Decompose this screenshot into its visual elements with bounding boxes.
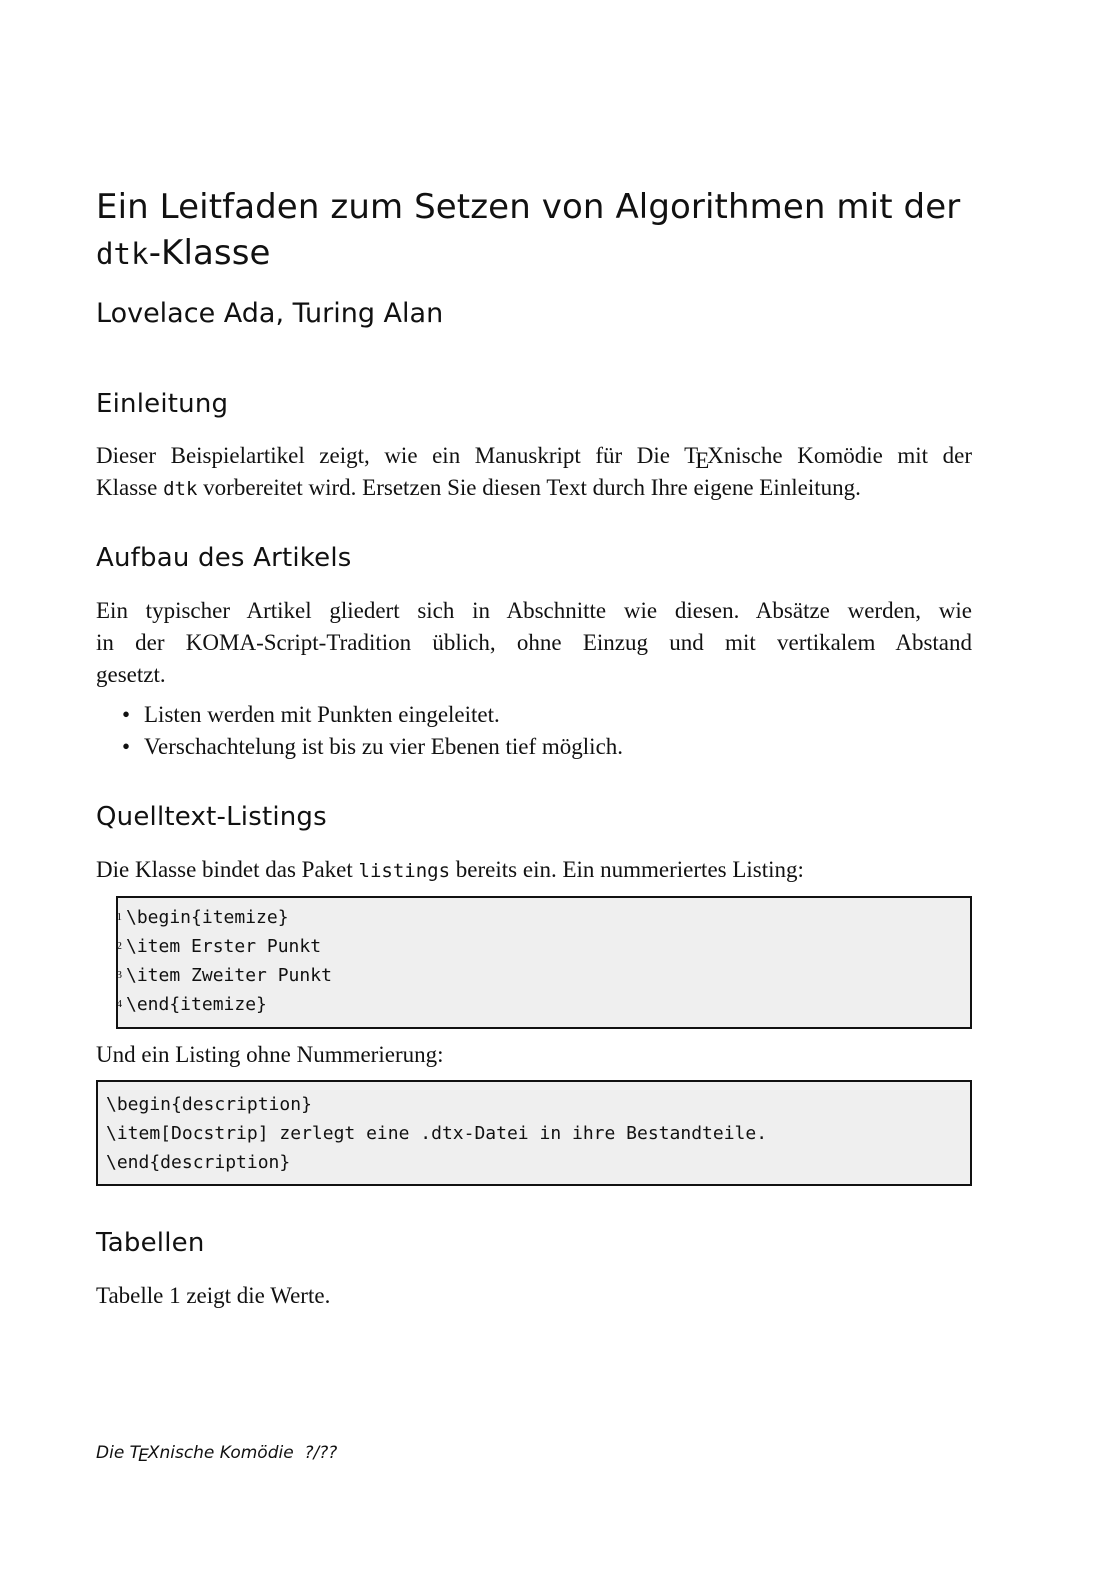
title-main: Ein Leitfaden zum Setzen von Algorithmen mit der [96, 187, 961, 227]
numbered-listing [116, 896, 972, 1029]
list-item-text: Listen werden mit Punkten eingeleitet. [144, 702, 500, 727]
article-authors: Lovelace Ada, Turing Alan [96, 298, 444, 329]
code-line [116, 961, 970, 990]
document-page [96, 0, 972, 1587]
article-title [96, 184, 972, 277]
footer-journal-b: Xnische Komödie [147, 1443, 294, 1463]
section-heading-intro: Einleitung [96, 389, 229, 419]
listings-intro [96, 854, 972, 887]
structure-line-3: gesetzt. [96, 662, 166, 687]
inline-code-dtk: dtk [163, 478, 198, 500]
code-text: \begin{itemize} [126, 907, 289, 928]
code-line: \begin{description} [106, 1094, 312, 1115]
structure-line-1: Ein typischer Artikel gliedert sich in Abschnitte wie diesen. Absätze werden, wie [96, 598, 972, 623]
bullet-icon: • [122, 702, 131, 727]
list-item [96, 699, 623, 731]
unnumbered-intro-line: Und ein Listing ohne Nummerierung: [96, 1042, 444, 1067]
inline-code-listings: listings [358, 860, 451, 882]
unnumbered-listing [96, 1080, 972, 1186]
listings-intro-line [96, 854, 972, 887]
line-number: 1 [116, 911, 122, 923]
listings-intro-a: Die Klasse bindet das Paket [96, 857, 359, 882]
section-heading-structure: Aufbau des Artikels [96, 543, 352, 573]
line-number: 2 [116, 940, 122, 952]
page-footer [96, 1442, 337, 1464]
intro-text-c: Klasse [96, 475, 164, 500]
intro-text-b: Xnische Komödie mit der [707, 443, 972, 468]
code-line [116, 990, 970, 1019]
tables-line: Tabelle 1 zeigt die Werte. [96, 1283, 331, 1308]
intro-line-2 [96, 472, 972, 505]
code-text: \item Erster Punkt [126, 936, 322, 957]
tex-logo-e: E [138, 1446, 149, 1466]
structure-paragraph [96, 595, 972, 691]
title-code: dtk [96, 237, 149, 271]
code-text: \item Zweiter Punkt [126, 965, 332, 986]
bullet-list [96, 699, 623, 763]
structure-line-2: in der KOMA-Script-Tradition üblich, ohne Einzug und mit vertikalem Abstand [96, 630, 972, 655]
listings-intro-b: bereits ein. Ein nummeriertes Listing: [450, 857, 804, 882]
bullet-icon: • [122, 734, 131, 759]
code-line: \item[Docstrip] zerlegt eine .dtx-Datei in ihre Bestandteile. [106, 1123, 768, 1144]
section-heading-listings: Quelltext-Listings [96, 802, 327, 832]
intro-text-d: vorbereitet wird. Ersetzen Sie diesen Text durch Ihre eigene Einleitung. [197, 475, 861, 500]
code-line [116, 932, 970, 961]
title-suffix: -Klasse [148, 233, 271, 273]
line-number: 3 [116, 969, 122, 981]
line-number: 4 [116, 998, 122, 1010]
intro-line-1 [96, 440, 972, 472]
footer-page-ref: ?/?? [304, 1443, 338, 1463]
tables-paragraph [96, 1280, 972, 1312]
section-heading-tables: Tabellen [96, 1228, 205, 1258]
footer-journal-a: Die T [96, 1443, 141, 1463]
list-item [96, 731, 623, 763]
code-line: \end{description} [106, 1152, 291, 1173]
intro-text-a: Dieser Beispielartikel zeigt, wie ein Manuskript für Die T [96, 443, 699, 468]
list-item-text: Verschachtelung ist bis zu vier Ebenen tief möglich. [144, 734, 624, 759]
code-text: \end{itemize} [126, 994, 267, 1015]
code-line [116, 903, 970, 932]
unnumbered-intro [96, 1039, 972, 1071]
tex-logo-e: E [695, 448, 710, 473]
intro-paragraph [96, 440, 972, 505]
